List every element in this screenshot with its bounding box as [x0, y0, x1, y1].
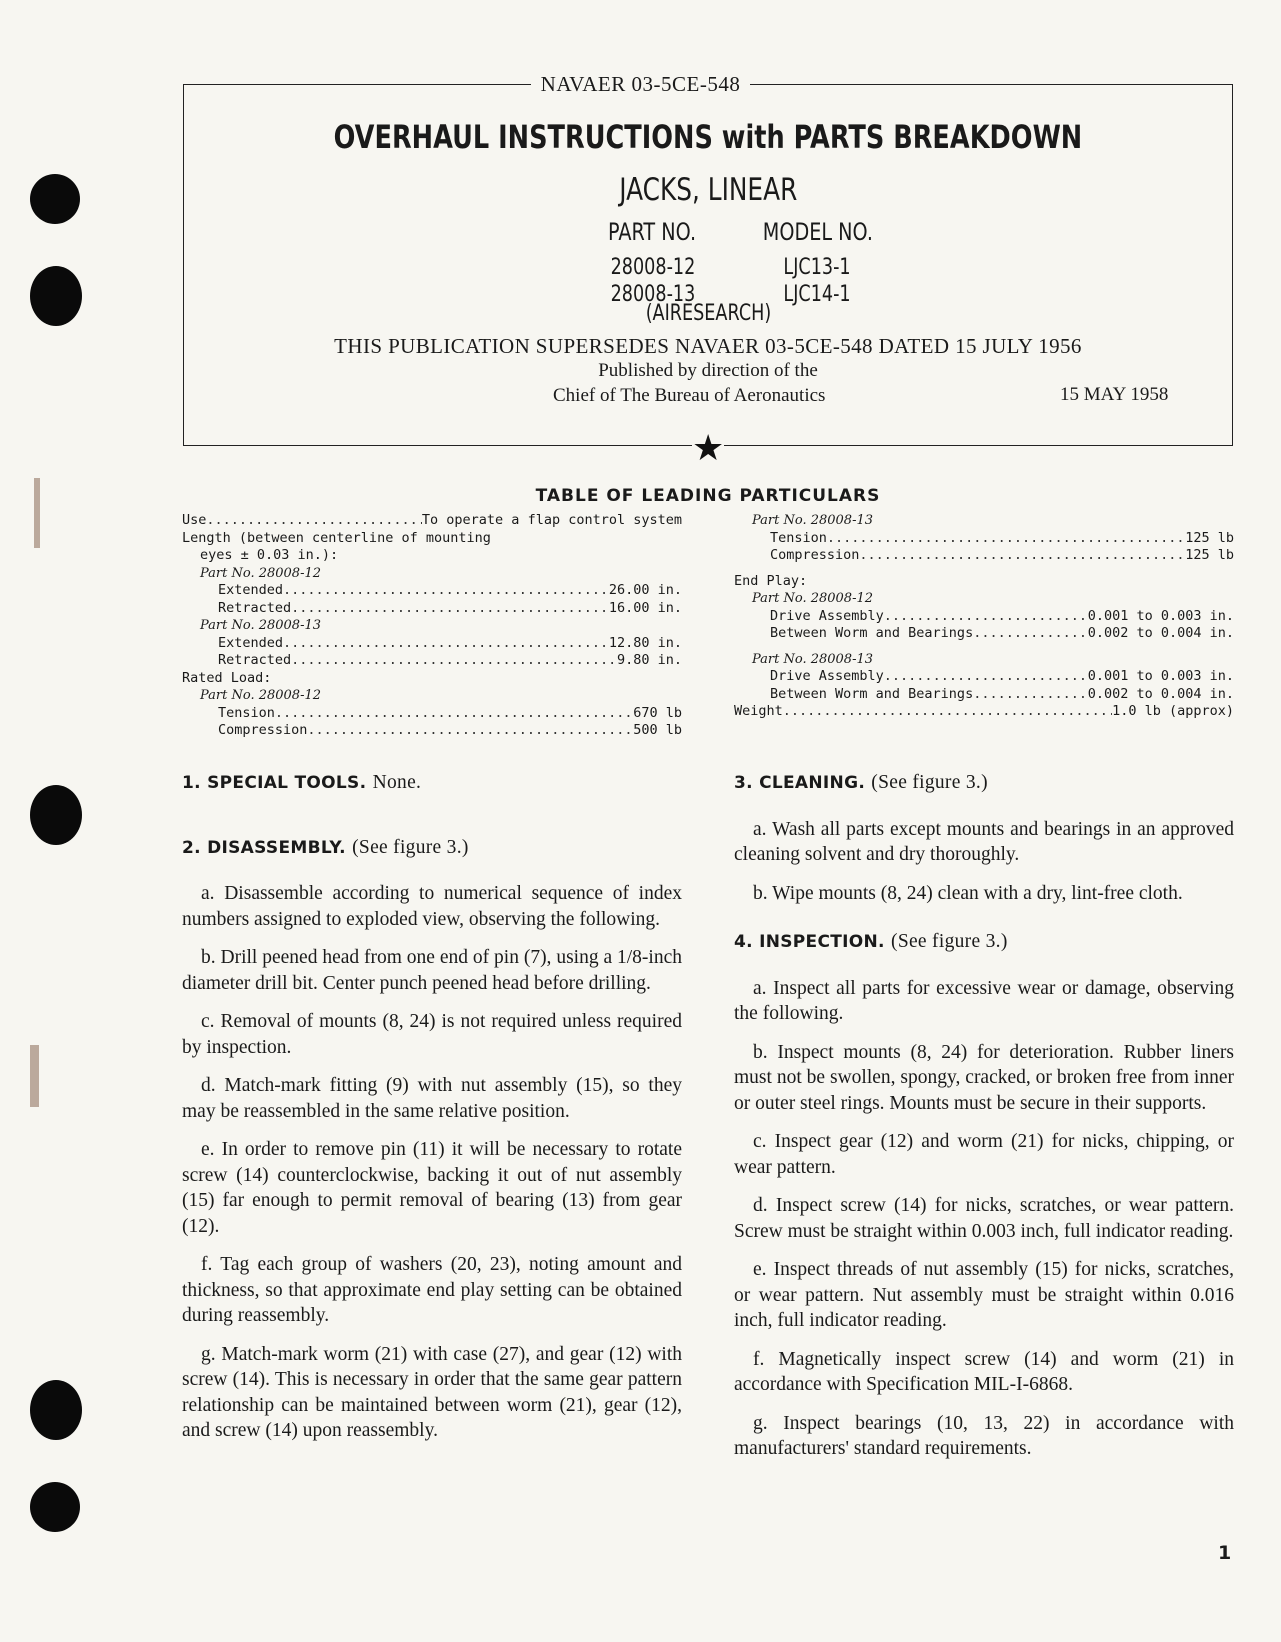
binder-hole [30, 174, 80, 224]
particular-label: Length (between centerline of mounting [182, 529, 491, 546]
paragraph: g. Match-mark worm (21) with case (27), and gear (12) with screw (14). This is necessary in order that the same gear pattern relationship can be maintained between worm (21), gear (12), and screw (14) upon reassembly. [182, 1343, 682, 1441]
section-heading: 1. SPECIAL TOOLS. None. [182, 772, 422, 793]
paragraph: d. Match-mark fitting (9) with nut assembly (15), so they may be reassembled in the same relative position. [182, 1075, 682, 1122]
paragraph: c. Inspect gear (12) and worm (21) for nicks, chipping, or wear pattern. [734, 1131, 1234, 1178]
particulars-right-column [734, 512, 1234, 721]
particular-row: Between Worm and Bearings ..... 0.002 to 0.004 in. [734, 625, 1234, 643]
paragraph: b. Drill peened head from one end of pin (7), using a 1/8-inch diameter drill bit. Center punch peened head before drilling. [182, 947, 682, 994]
star-icon: ★ [692, 428, 725, 468]
part-subheading: Part No. 28008-13 [200, 618, 322, 633]
page-number: 1 [1218, 1542, 1232, 1564]
part-subheading: Part No. 28008-12 [752, 591, 874, 606]
particular-row: Weight ..... 1.0 lb (approx) [734, 703, 1234, 721]
body-right-column [734, 770, 1234, 1475]
part-subheading: Part No. 28008-12 [200, 688, 322, 703]
paragraph: a. Inspect all parts for excessive wear or damage, observing the following. [734, 977, 1234, 1024]
paragraph: f. Tag each group of washers (20, 23), noting amount and thickness, so that approximate end play setting can be obtained during reassembly. [182, 1254, 682, 1326]
paragraph: a. Disassemble according to numerical sequence of index numbers assigned to exploded view, observing the following. [182, 883, 682, 930]
published-by-authority: Chief of The Bureau of Aeronautics [553, 385, 826, 406]
document-number: NAVAER 03-5CE-548 [0, 72, 1281, 97]
particular-row: Tension ..... 670 lb [182, 705, 682, 723]
particular-row: Tension ..... 125 lb [734, 530, 1234, 548]
part-subheading: Part No. 28008-13 [752, 651, 874, 667]
part-number: 28008-12 [610, 255, 695, 280]
manufacturer: (AIRESEARCH) [645, 301, 771, 326]
section-heading: 4. INSPECTION. (See figure 3.) [734, 931, 1008, 952]
part-number: 28008-13 [610, 282, 695, 307]
section-heading: 2. DISASSEMBLY. (See figure 3.) [182, 836, 469, 858]
document-subtitle: JACKS, LINEAR [618, 172, 798, 208]
section-heading: 3. CLEANING. (See figure 3.) [734, 772, 988, 793]
body-left-column [182, 770, 682, 1457]
paragraph: b. Inspect mounts (8, 24) for deterioration. Rubber liners must not be swollen, spongy, cracked, or broken free from inner or outer steel rings. Mounts must be secure in their supports. [734, 1041, 1234, 1114]
particular-row: Between Worm and Bearings ..... 0.002 to 0.004 in. [734, 686, 1234, 704]
publication-date: 15 MAY 1958 [1060, 384, 1169, 405]
particular-row: Drive Assembly ..... 0.001 to 0.003 in. [734, 668, 1234, 686]
paragraph: c. Removal of mounts (8, 24) is not required unless required by inspection. [182, 1011, 682, 1058]
part-model-row [570, 254, 900, 281]
paragraph: g. Inspect bearings (10, 13, 22) in accordance with manufacturers' standard requirements. [734, 1412, 1234, 1459]
particular-row: Retracted ..... 9.80 in. [182, 652, 682, 670]
particulars-left-column [182, 512, 682, 740]
paragraph: f. Magnetically inspect screw (14) and worm (21) in accordance with Specification MIL-I-6868. [734, 1348, 1234, 1395]
particular-row: Extended ..... 26.00 in. [182, 582, 682, 600]
part-subheading: Part No. 28008-12 [200, 565, 322, 581]
particular-row: Retracted ..... 16.00 in. [182, 600, 682, 618]
particular-row: Compression ..... 125 lb [734, 547, 1234, 565]
particulars-title: TABLE OF LEADING PARTICULARS [535, 486, 881, 506]
part-model-table [570, 218, 900, 308]
paragraph: e. In order to remove pin (11) it will be necessary to rotate screw (14) counterclockwise, backing it out of nut assembly (15) far enough to permit removal of bearing (13) from gear (12). [182, 1139, 682, 1237]
particular-label: Rated Load: [182, 669, 272, 686]
paragraph: a. Wash all parts except mounts and bearings in an approved cleaning solvent and dry thoroughly. [734, 818, 1234, 865]
document-title: OVERHAUL INSTRUCTIONS with PARTS BREAKDOWN [333, 118, 1083, 156]
part-no-header: PART NO. [608, 218, 697, 246]
binder-hole [30, 785, 82, 845]
particular-label: eyes ± 0.03 in.): [200, 547, 339, 563]
particular-row: Use ..... To operate a flap control system [182, 512, 682, 530]
particular-row: Compression ..... 500 lb [182, 722, 682, 740]
binder-hole [30, 266, 82, 326]
particular-row: Extended ..... 12.80 in. [182, 635, 682, 653]
binder-hole [30, 1482, 80, 1532]
particular-row: Drive Assembly ..... 0.001 to 0.003 in. [734, 608, 1234, 626]
binder-hole [30, 1380, 82, 1440]
model-number: LJC14-1 [783, 282, 852, 307]
part-subheading: Part No. 28008-13 [752, 513, 874, 528]
model-no-header: MODEL NO. [762, 218, 873, 246]
paragraph: d. Inspect screw (14) for nicks, scratches, or wear pattern. Screw must be straight within 0.003 inch, full indicator reading. [734, 1195, 1234, 1242]
rust-stain [30, 1045, 39, 1107]
particular-label: End Play: [734, 572, 808, 589]
published-by-line: Published by direction of the [598, 360, 818, 381]
model-number: LJC13-1 [783, 255, 852, 280]
paragraph: e. Inspect threads of nut assembly (15) for nicks, scratches, or wear pattern. Nut assembly must be straight within 0.016 inch, full indicator reading. [734, 1259, 1234, 1331]
supersedes-notice: THIS PUBLICATION SUPERSEDES NAVAER 03-5CE-548 DATED 15 JULY 1956 [334, 334, 1082, 358]
paragraph: b. Wipe mounts (8, 24) clean with a dry, lint-free cloth. [753, 882, 1183, 904]
